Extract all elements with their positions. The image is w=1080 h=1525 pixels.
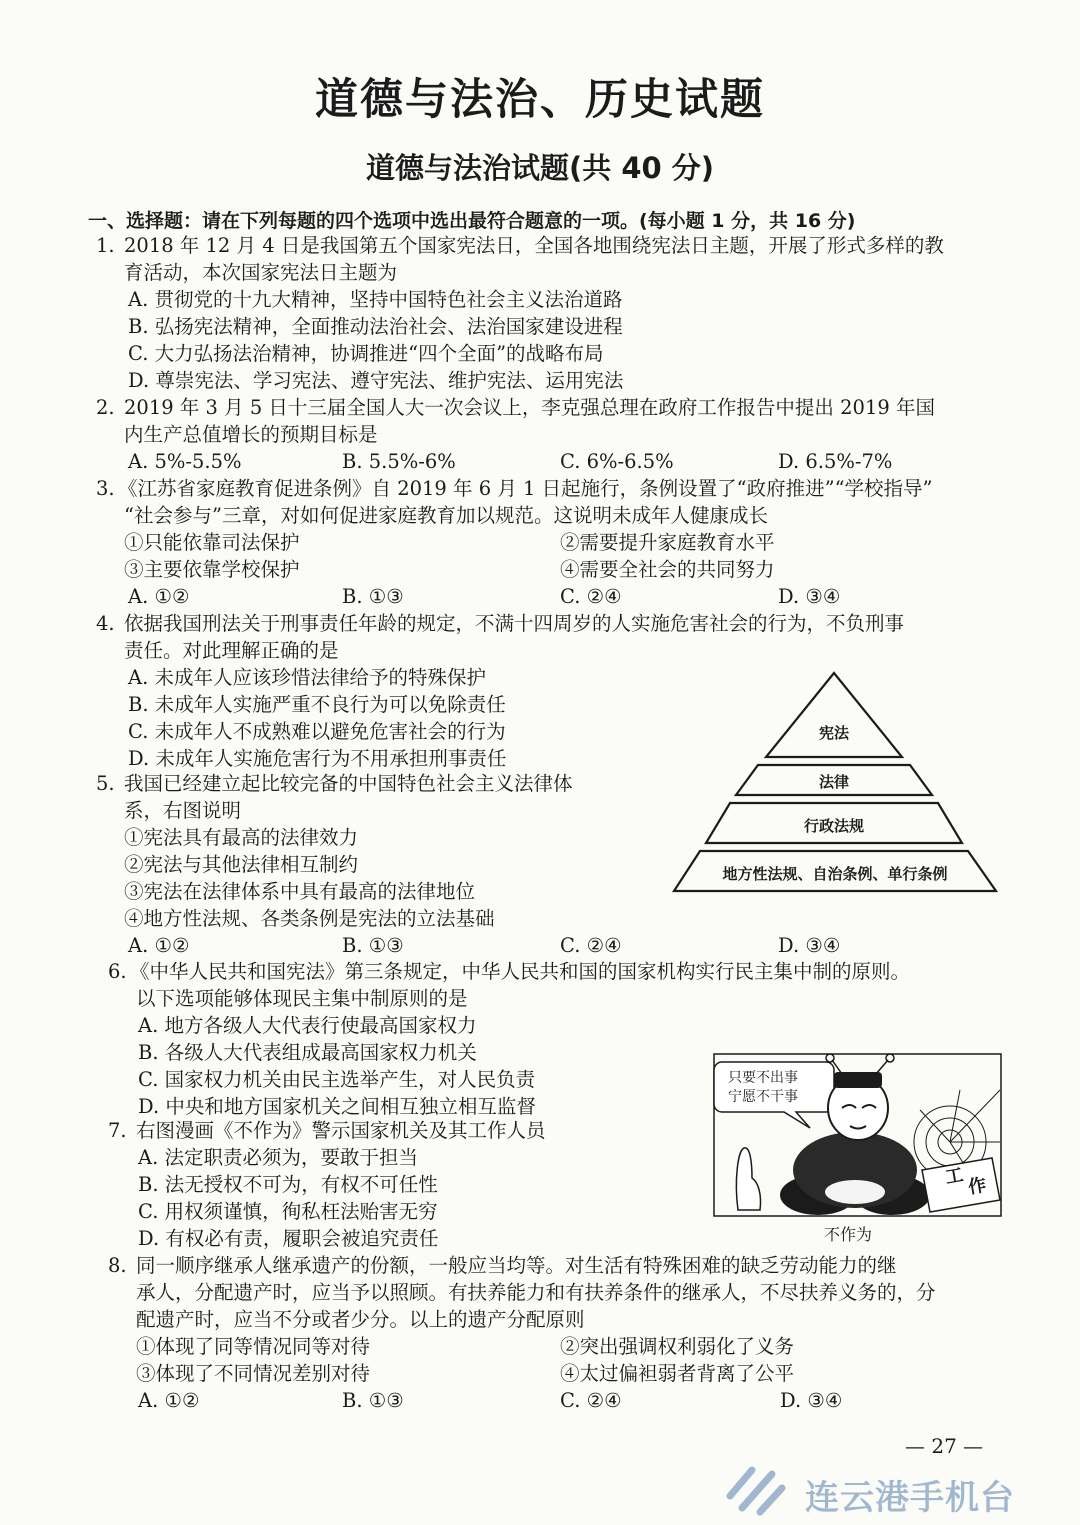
question-number: 4. [96,612,115,635]
page-number: — 27 — [905,1434,984,1458]
question-number: 7. [108,1119,127,1142]
question-number: 3. [96,477,115,500]
page-title: 道德与法治、历史试题 [315,75,765,125]
statement-4: ④地方性法规、各类条例是宪法的立法基础 [124,907,495,930]
question-number: 1. [96,234,115,257]
option-c: C. ②④ [560,585,622,608]
question-stem: 我国已经建立起比较完备的中国特色社会主义法律体 [124,772,573,795]
question-stem: 以下选项能够体现民主集中制原则的是 [136,987,468,1010]
option-b: B. 未成年人实施严重不良行为可以免除责任 [128,693,506,716]
speech-line-1: 只要不出事 [728,1070,798,1086]
option-a: A. 未成年人应该珍惜法律给予的特殊保护 [128,666,486,689]
paper-text-2: 作 [966,1174,988,1199]
paper-text-1: 工 [943,1164,965,1189]
option-a: A. ①② [128,934,190,957]
option-d: D. 未成年人实施危害行为不用承担刑事责任 [128,747,507,770]
option-d: D. 尊崇宪法、学习宪法、遵守宪法、维护宪法、运用宪法 [128,369,624,392]
question-stem: 内生产总值增长的预期目标是 [124,423,378,446]
pyramid-level-3: 行政法规 [803,817,864,835]
question-stem: 系，右图说明 [124,799,242,822]
statement-1: ①宪法具有最高的法律效力 [124,826,359,849]
pyramid-level-1: 宪法 [818,724,849,742]
question-number: 8. [108,1254,127,1277]
option-d: D. ③④ [778,934,841,957]
option-b: B. ①③ [342,585,404,608]
statement-3: ③体现了不同情况差别对待 [136,1362,371,1385]
option-a: A. 5%-5.5% [128,450,242,473]
question-stem: 配遗产时，应当不分或者少分。以上的遗产分配原则 [136,1308,585,1331]
option-b: B. 5.5%-6% [342,450,456,473]
question-stem: “社会参与”三章，对如何促进家庭教育加以规范。这说明未成年人健康成长 [124,504,768,527]
statement-4: ④需要全社会的共同努力 [560,558,775,581]
option-c: C. 大力弘扬法治精神，协调推进“四个全面”的战略布局 [128,342,604,365]
question-stem: 《中华人民共和国宪法》第三条规定，中华人民共和国的国家机构实行民主集中制的原则。 [130,960,911,983]
watermark-text: 连云港手机台 [805,1478,1015,1518]
question-stem: 责任。对此理解正确的是 [124,639,339,662]
question-stem: 《江苏省家庭教育促进条例》自 2019 年 6 月 1 日起施行，条例设置了“政府推进”“学校指导” [118,477,933,500]
statement-2: ②需要提升家庭教育水平 [560,531,775,554]
option-a: A. 地方各级人大代表行使最高国家权力 [138,1014,477,1037]
question-stem: 育活动，本次国家宪法日主题为 [124,261,398,284]
question-number: 2. [96,396,115,419]
option-c: C. 用权须谨慎，徇私枉法贻害无穷 [138,1200,438,1223]
pyramid-level-2: 法律 [818,773,849,791]
section-heading: 一、选择题：请在下列每题的四个选项中选出最符合题意的一项。(每小题 1 分，共 16 分) [88,210,856,232]
speech-line-2: 宁愿不干事 [728,1089,798,1105]
option-b: B. 弘扬宪法精神，全面推动法治社会、法治国家建设进程 [128,315,623,338]
cartoon-caption: 不作为 [824,1225,873,1244]
option-a: A. 贯彻党的十九大精神，坚持中国特色社会主义法治道路 [128,288,623,311]
statement-1: ①只能依靠司法保护 [124,531,300,554]
option-c: C. 未成年人不成熟难以避免危害社会的行为 [128,720,506,743]
statement-2: ②突出强调权利弱化了义务 [560,1335,795,1358]
option-a: A. ①② [128,585,190,608]
option-a: A. ①② [138,1389,200,1412]
page-subtitle: 道德与法治试题(共 40 分) [365,151,715,185]
watermark-logo-icon [722,1456,790,1520]
question-number: 6. [108,960,127,983]
question-stem: 右图漫画《不作为》警示国家机关及其工作人员 [136,1119,546,1142]
option-d: D. 6.5%-7% [778,450,893,473]
option-d: D. 中央和地方国家机关之间相互独立相互监督 [138,1095,536,1118]
question-stem: 依据我国刑法关于刑事责任年龄的规定，不满十四周岁的人实施危害社会的行为，不负刑事 [124,612,905,635]
question-stem: 同一顺序继承人继承遗产的份额，一般应当均等。对生活有特殊困难的缺乏劳动能力的继 [136,1254,897,1277]
question-number: 5. [96,772,115,795]
option-a: A. 法定职责必须为，要敢于担当 [138,1146,418,1169]
question-stem: 2018 年 12 月 4 日是我国第五个国家宪法日，全国各地围绕宪法日主题，开展了形式多样的教 [124,234,944,257]
option-b: B. 各级人大代表组成最高国家权力机关 [138,1041,477,1064]
question-stem: 2019 年 3 月 5 日十三届全国人大一次会议上，李克强总理在政府工作报告中提出 2019 年国 [124,396,935,419]
statement-4: ④太过偏袒弱者背离了公平 [560,1362,795,1385]
question-stem: 承人，分配遗产时，应当予以照顾。有扶养能力和有扶养条件的继承人，不尽扶养义务的，分 [136,1281,936,1304]
option-c: C. 国家权力机关由民主选举产生，对人民负责 [138,1068,536,1091]
option-c: C. ②④ [560,1389,622,1412]
option-b: B. 法无授权不可为，有权不可任性 [138,1173,438,1196]
pyramid-level-4: 地方性法规、自治条例、单行条例 [722,865,948,883]
statement-3: ③宪法在法律体系中具有最高的法律地位 [124,880,476,903]
option-d: D. ③④ [778,585,841,608]
option-b: B. ①③ [342,1389,404,1412]
statement-2: ②宪法与其他法律相互制约 [124,853,359,876]
statement-1: ①体现了同等情况同等对待 [136,1335,371,1358]
option-d: D. 有权必有责，履职会被追究责任 [138,1227,439,1250]
option-c: C. 6%-6.5% [560,450,674,473]
statement-3: ③主要依靠学校保护 [124,558,300,581]
option-c: C. ②④ [560,934,622,957]
option-d: D. ③④ [780,1389,843,1412]
option-b: B. ①③ [342,934,404,957]
